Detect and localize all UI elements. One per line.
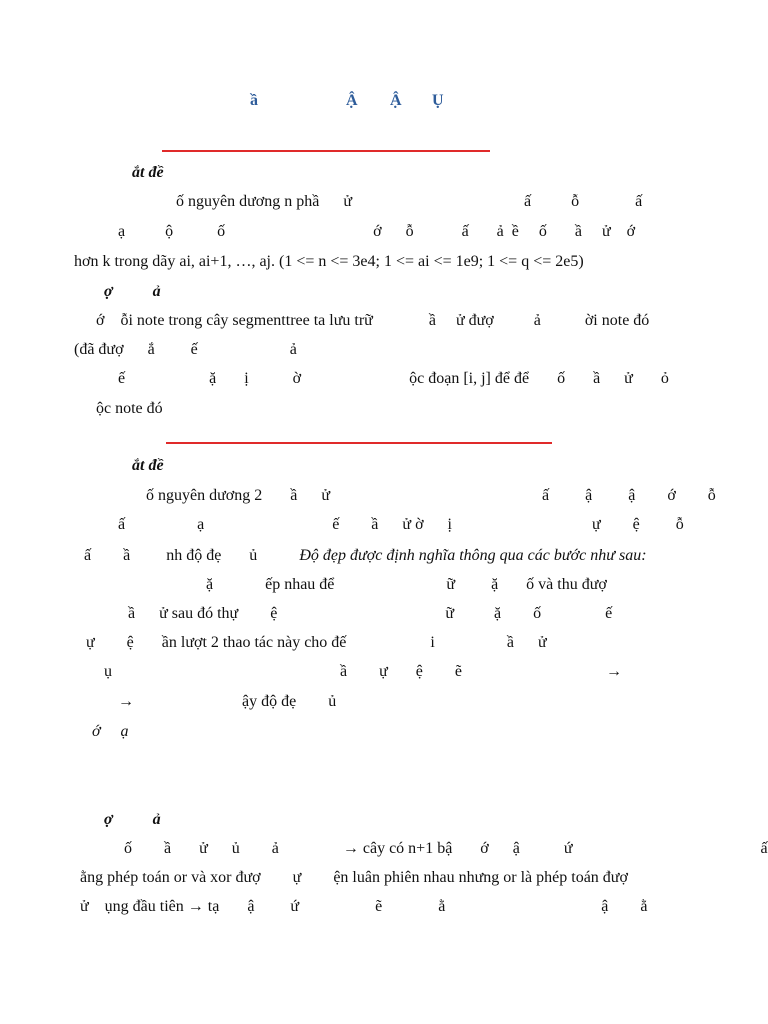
section1-line-1: ố nguyên dương n phầ ử ấ ỗ ấ (176, 193, 643, 210)
title-fragment-4: Ụ (432, 92, 444, 109)
section2-line-9: ớ ạ (92, 723, 129, 740)
section2-solution-heading: ợ ả (104, 811, 161, 828)
section2-line-5: ầ ử sau đó thự ệ ữ ặ ố ế (128, 605, 613, 622)
section2-line-4: ặ ếp nhau để ữ ặ ố và thu đượ (206, 576, 607, 593)
section1-heading: ắt đề (132, 164, 164, 181)
section2-solution-line-1: ố ầ ử ủ ả → cây có n+1 bậ ớ ậ ứ ấ (124, 840, 768, 857)
section1-line-3: hơn k trong dãy ai, ai+1, …, aj. (1 <= n <= 3e4; 1 <= ai <= 1e9; 1 <= q <= 2e5) (74, 253, 584, 270)
section2-line-3 (84, 546, 647, 566)
section2-solution-line-3: ử ụng đầu tiên → tạ ậ ứ ẽ ằ ậ ằ (80, 898, 648, 915)
section2-line-8: → ậy độ đẹ ủ (118, 693, 337, 710)
section1-solution-line-1: ớ ỗi note trong cây segmenttree ta lưu trữ ầ ử đượ ả ời note đó (96, 312, 650, 329)
title-fragment-1: ầ (250, 92, 258, 109)
section2-heading: ắt đề (132, 457, 164, 474)
section2-line-7: ụ ầ ự ệ ẽ → (104, 663, 622, 680)
section2-line-2: ấ ạ ế ầ ử ờ ị ự ệ ỗ (118, 516, 684, 533)
section1-solution-line-3: ế ặ ị ờ ộc đoạn [i, j] để để ố ầ ử ỏ (118, 370, 669, 387)
title-fragment-2: Ậ (346, 92, 358, 109)
section2-solution-line-2: ằng phép toán or và xor đượ ự ện luân phiên nhau nhưng or là phép toán đượ (80, 869, 628, 886)
section1-line-2: ạ ộ ố ớ ỗ ấ ả ề ố ầ ử ớ (118, 223, 636, 240)
section1-solution-line-4: ộc note đó (96, 400, 163, 417)
section1-solution-line-2: (đã đượ ắ ế ả (74, 341, 297, 358)
title-fragment-3: Ậ (390, 92, 402, 109)
section2-line-1: ố nguyên dương 2 ầ ử ấ ậ ậ ớ ỗ (146, 487, 716, 504)
divider-rule-2 (166, 442, 552, 444)
section2-line-6: ự ệ ần lượt 2 thao tác này cho đế i ầ ử (86, 634, 547, 651)
section2-line-3-text: ấ ầ nh độ đẹ ủ (84, 547, 258, 564)
beauty-definition: Độ đẹp được định nghĩa thông qua các bước như sau: (299, 547, 647, 564)
section1-solution-heading: ợ ả (104, 283, 161, 300)
divider-rule-1 (162, 150, 490, 152)
